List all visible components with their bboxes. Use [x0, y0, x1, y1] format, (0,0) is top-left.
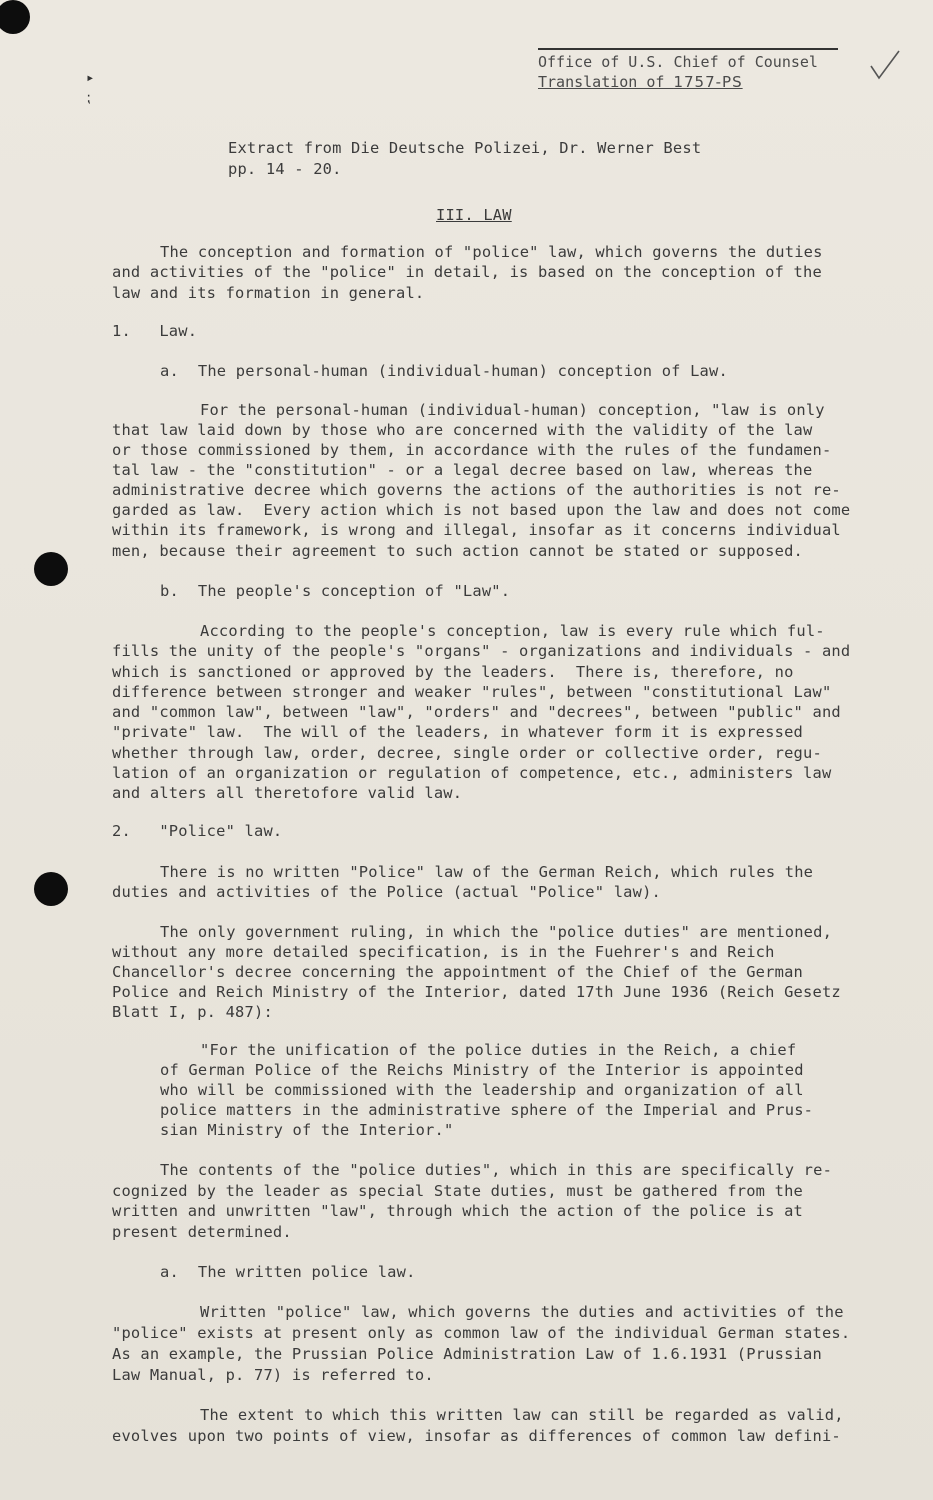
body-line: written and unwritten "law", through which the action of the police is at — [112, 1202, 804, 1220]
margin-mark: ▸ — [86, 70, 95, 86]
body-line: There is no written "Police" law of the German Reich, which rules the — [160, 863, 814, 881]
quote-line: "For the unification of the police duties in the Reich, a chief — [200, 1041, 797, 1059]
body-line: Law Manual, p. 77) is referred to. — [112, 1366, 434, 1384]
body-line: "police" exists at present only as common law of the individual German states. — [112, 1324, 851, 1342]
heading-2: 2. "Police" law. — [112, 822, 283, 840]
body-line: that law laid down by those who are concerned with the validity of the law — [112, 421, 813, 439]
stamp-office-line: Office of U.S. Chief of Counsel — [538, 53, 818, 71]
body-line: lation of an organization or regulation of competence, etc., administers law — [112, 764, 832, 782]
body-line: administrative decree which governs the actions of the authorities is not re- — [112, 481, 841, 499]
body-line: As an example, the Prussian Police Administration Law of 1.6.1931 (Prussian — [112, 1345, 822, 1363]
body-line: garded as law. Every action which is not based upon the law and does not come — [112, 501, 851, 519]
body-line: Written "police" law, which governs the duties and activities of the — [200, 1303, 844, 1321]
heading-1a: a. The personal-human (individual-human) conception of Law. — [160, 362, 728, 380]
body-line: Chancellor's decree concerning the appointment of the Chief of the German — [112, 963, 804, 981]
stamp-rule — [538, 48, 838, 50]
quote-line: of German Police of the Reichs Ministry of the Interior is appointed — [160, 1061, 804, 1079]
stamp-translation-line — [538, 72, 838, 92]
body-line: The only government ruling, in which the "police duties" are mentioned, — [160, 923, 833, 941]
punch-hole-lower — [34, 872, 68, 906]
body-line: tal law - the "constitution" - or a legal decree based on law, whereas the — [112, 461, 813, 479]
section-title: III. LAW — [436, 206, 512, 224]
heading-1b: b. The people's conception of "Law". — [160, 582, 511, 600]
margin-mark: ⁏ — [86, 90, 91, 106]
intro-line: law and its formation in general. — [112, 284, 425, 302]
stamp-translation-label: Translation of — [538, 73, 674, 91]
body-line: fills the unity of the people's "organs" - organizations and individuals - and — [112, 642, 851, 660]
body-line: difference between stronger and weaker "rules", between "constitutional Law" — [112, 683, 832, 701]
body-line: For the personal-human (individual-human) conception, "law is only — [200, 401, 825, 419]
body-line: within its framework, is wrong and illegal, insofar as it concerns individual — [112, 521, 841, 539]
quote-line: sian Ministry of the Interior." — [160, 1121, 454, 1139]
heading-2a: a. The written police law. — [160, 1263, 416, 1281]
body-line: Police and Reich Ministry of the Interior, dated 17th June 1936 (Reich Gesetz — [112, 983, 841, 1001]
body-line: and alters all theretofore valid law. — [112, 784, 463, 802]
body-line: Blatt I, p. 487): — [112, 1003, 273, 1021]
body-line: present determined. — [112, 1223, 292, 1241]
body-line: The extent to which this written law can still be regarded as valid, — [200, 1406, 844, 1424]
source-line-2: pp. 14 - 20. — [228, 160, 342, 178]
body-line: "private" law. The will of the leaders, in whatever form it is expressed — [112, 723, 804, 741]
body-line: without any more detailed specification, is in the Fuehrer's and Reich — [112, 943, 775, 961]
body-line: which is sanctioned or approved by the leaders. There is, therefore, no — [112, 663, 794, 681]
quote-line: police matters in the administrative sphere of the Imperial and Prus- — [160, 1101, 814, 1119]
source-line-1: Extract from Die Deutsche Polizei, Dr. Werner Best — [228, 139, 702, 157]
checkmark-icon — [868, 48, 902, 82]
body-line: cognized by the leader as special State duties, must be gathered from the — [112, 1182, 804, 1200]
body-line: The contents of the "police duties", which in this are specifically re- — [160, 1161, 833, 1179]
document-number: 1757-PS — [673, 73, 743, 91]
quote-line: who will be commissioned with the leadership and organization of all — [160, 1081, 804, 1099]
heading-1: 1. Law. — [112, 322, 198, 340]
punch-hole-middle — [34, 552, 68, 586]
body-line: According to the people's conception, law is every rule which ful- — [200, 622, 825, 640]
punch-hole-top — [0, 0, 30, 34]
body-line: men, because their agreement to such action cannot be stated or supposed. — [112, 542, 804, 560]
intro-line: The conception and formation of "police" law, which governs the duties — [160, 243, 823, 261]
body-line: or those commissioned by them, in accordance with the rules of the fundamen- — [112, 441, 832, 459]
body-line: duties and activities of the Police (actual "Police" law). — [112, 883, 662, 901]
office-stamp — [538, 48, 838, 92]
body-line: whether through law, order, decree, single order or collective order, regu- — [112, 744, 822, 762]
intro-line: and activities of the "police" in detail, is based on the conception of the — [112, 263, 822, 281]
body-line: evolves upon two points of view, insofar as differences of common law defini- — [112, 1427, 841, 1445]
body-line: and "common law", between "law", "orders" and "decrees", between "public" and — [112, 703, 841, 721]
